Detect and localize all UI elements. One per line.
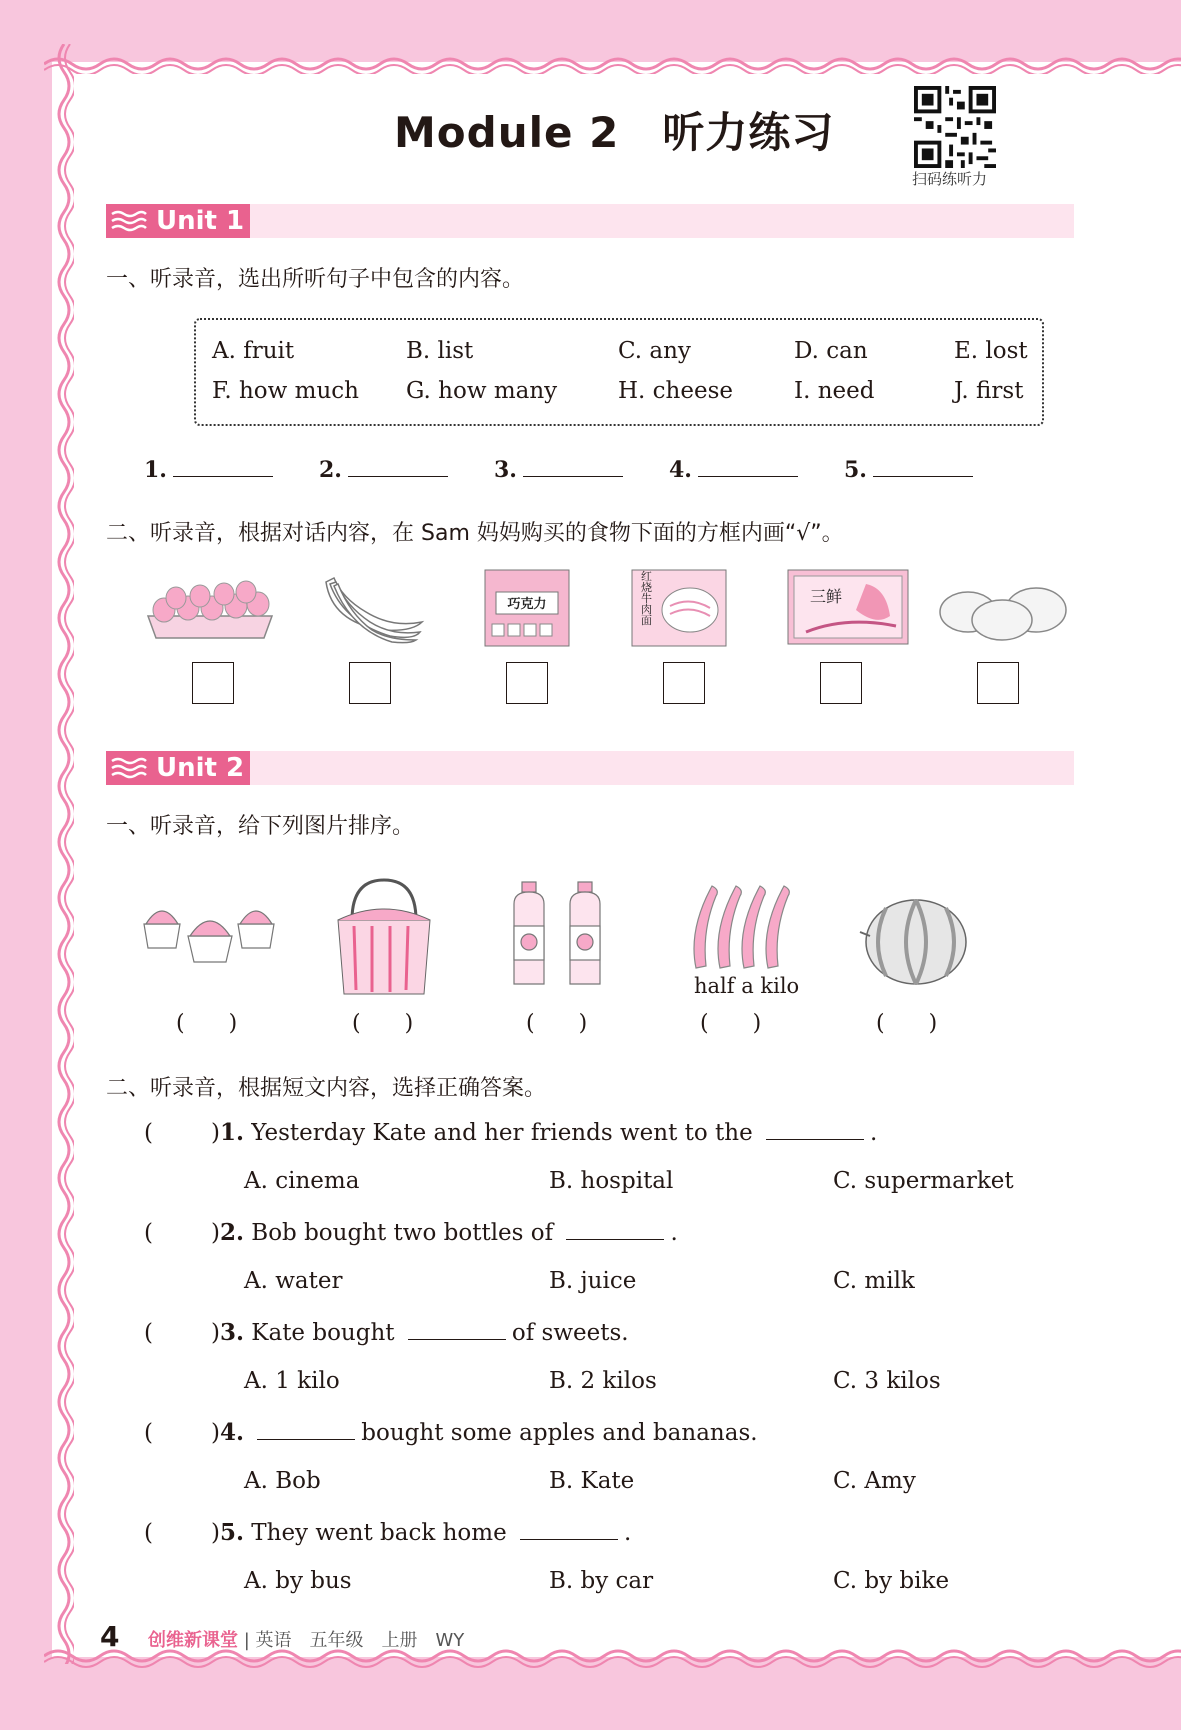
dumplings-icon — [786, 566, 910, 648]
option-d: D. can — [794, 338, 868, 364]
page-title: Module 2 听力练习 — [394, 108, 835, 157]
q2-answer-a[interactable]: A. water — [244, 1268, 343, 1294]
unit1-label: Unit 1 — [156, 206, 245, 236]
option-a: A. fruit — [212, 338, 295, 364]
checkbox-chocolate[interactable] — [506, 662, 548, 704]
q2-answer-c[interactable]: C. milk — [833, 1268, 915, 1294]
unit2-label: Unit 2 — [156, 753, 245, 783]
q4-answer-c[interactable]: C. Amy — [833, 1468, 916, 1494]
unit1-tag — [106, 204, 250, 238]
cupcakes-icon — [140, 892, 278, 964]
unit1-section2-heading: 二、听录音，根据对话内容，在 Sam 妈妈购买的食物下面的方框内画“√”。 — [106, 521, 844, 546]
checkbox-dumplings[interactable] — [820, 662, 862, 704]
chocolate-icon — [482, 566, 572, 650]
q1-answer-b[interactable]: B. hospital — [549, 1168, 674, 1194]
wave-lines-icon — [110, 756, 148, 780]
wavy-border-left — [44, 44, 74, 1664]
options-box — [194, 318, 1044, 426]
q1-answer-c[interactable]: C. supermarket — [833, 1168, 1014, 1194]
unit2-tag — [106, 751, 250, 785]
answer-blank-5[interactable] — [844, 456, 973, 483]
wave-lines-icon — [110, 209, 148, 233]
option-b: B. list — [406, 338, 474, 364]
watermelon-icon — [856, 896, 970, 986]
qr-code-icon[interactable] — [914, 86, 996, 168]
option-j: J. first — [954, 378, 1024, 404]
footer-info: 创维新课堂 | 英语 五年级 上册 WY — [148, 1630, 465, 1651]
option-f: F. how much — [212, 378, 359, 404]
unit1-bar — [106, 204, 1074, 238]
order-paren-3[interactable]: ( ) — [526, 1011, 588, 1036]
potatoes-icon — [936, 574, 1070, 644]
blank-number: 4. — [669, 457, 692, 483]
blank-number: 1. — [144, 457, 167, 483]
q4-answer-b[interactable]: B. Kate — [549, 1468, 635, 1494]
q3-answer-c[interactable]: C. 3 kilos — [833, 1368, 941, 1394]
q1-answer-a[interactable]: A. cinema — [244, 1168, 360, 1194]
unit1-section1-heading: 一、听录音，选出所听句子中包含的内容。 — [106, 267, 525, 292]
q5-answer-b[interactable]: B. by car — [549, 1568, 654, 1594]
q4-answer-a[interactable]: A. Bob — [244, 1468, 321, 1494]
option-h: H. cheese — [618, 378, 734, 404]
worksheet-page — [52, 62, 1181, 1657]
bananas-bunch-icon — [686, 880, 796, 972]
unit2-section2-heading: 二、听录音，根据短文内容，选择正确答案。 — [106, 1076, 547, 1101]
unit2-bar — [106, 751, 1074, 785]
wavy-border-bottom — [44, 1648, 1181, 1678]
order-paren-5[interactable]: ( ) — [876, 1011, 938, 1036]
question-5: ( )5. They went back home . — [144, 1519, 632, 1546]
footer-brand: 创维新课堂 — [148, 1630, 238, 1651]
order-paren-1[interactable]: ( ) — [176, 1011, 238, 1036]
qr-caption: 扫码练听力 — [912, 170, 988, 188]
option-g: G. how many — [406, 378, 558, 404]
option-e: E. lost — [954, 338, 1028, 364]
question-4: ( )4. bought some apples and bananas. — [144, 1419, 758, 1446]
unit2-section1-heading: 一、听录音，给下列图片排序。 — [106, 814, 415, 839]
q3-answer-b[interactable]: B. 2 kilos — [549, 1368, 657, 1394]
checkbox-eggs[interactable] — [192, 662, 234, 704]
page-number: 4 — [100, 1620, 120, 1653]
noodles-label: 红烧牛肉面 — [639, 570, 653, 626]
q5-answer-c[interactable]: C. by bike — [833, 1568, 950, 1594]
answer-blank-2[interactable] — [319, 456, 448, 483]
q3-answer-a[interactable]: A. 1 kilo — [244, 1368, 340, 1394]
beef-noodles-icon — [630, 566, 728, 650]
question-1: ( )1. Yesterday Kate and her friends went to the . — [144, 1119, 878, 1146]
juice-bottles-icon — [508, 880, 612, 990]
wavy-border-top — [44, 44, 1181, 74]
checkbox-potatoes[interactable] — [977, 662, 1019, 704]
footer-course: 英语 五年级 上册 WY — [255, 1630, 465, 1651]
bananas-icon — [322, 574, 426, 646]
question-2: ( )2. Bob bought two bottles of . — [144, 1219, 678, 1246]
eggs-icon — [142, 576, 278, 646]
order-paren-2[interactable]: ( ) — [352, 1011, 414, 1036]
chocolate-label: 巧克力 — [507, 597, 547, 612]
answer-blank-4[interactable] — [669, 456, 798, 483]
blank-number: 2. — [319, 457, 342, 483]
option-i: I. need — [794, 378, 875, 404]
basket-icon — [332, 876, 436, 998]
blank-number: 5. — [844, 457, 867, 483]
q2-answer-b[interactable]: B. juice — [549, 1268, 637, 1294]
blank-number: 3. — [494, 457, 517, 483]
order-paren-4[interactable]: ( ) — [700, 1011, 762, 1036]
answer-blank-1[interactable] — [144, 456, 273, 483]
option-c: C. any — [618, 338, 691, 364]
dumpling-label: 三鲜 — [809, 587, 843, 606]
answer-blank-3[interactable] — [494, 456, 623, 483]
q5-answer-a[interactable]: A. by bus — [244, 1568, 352, 1594]
half-kilo-caption: half a kilo — [694, 974, 800, 998]
question-3: ( )3. Kate bought of sweets. — [144, 1319, 629, 1346]
checkbox-noodles[interactable] — [663, 662, 705, 704]
checkbox-bananas[interactable] — [349, 662, 391, 704]
